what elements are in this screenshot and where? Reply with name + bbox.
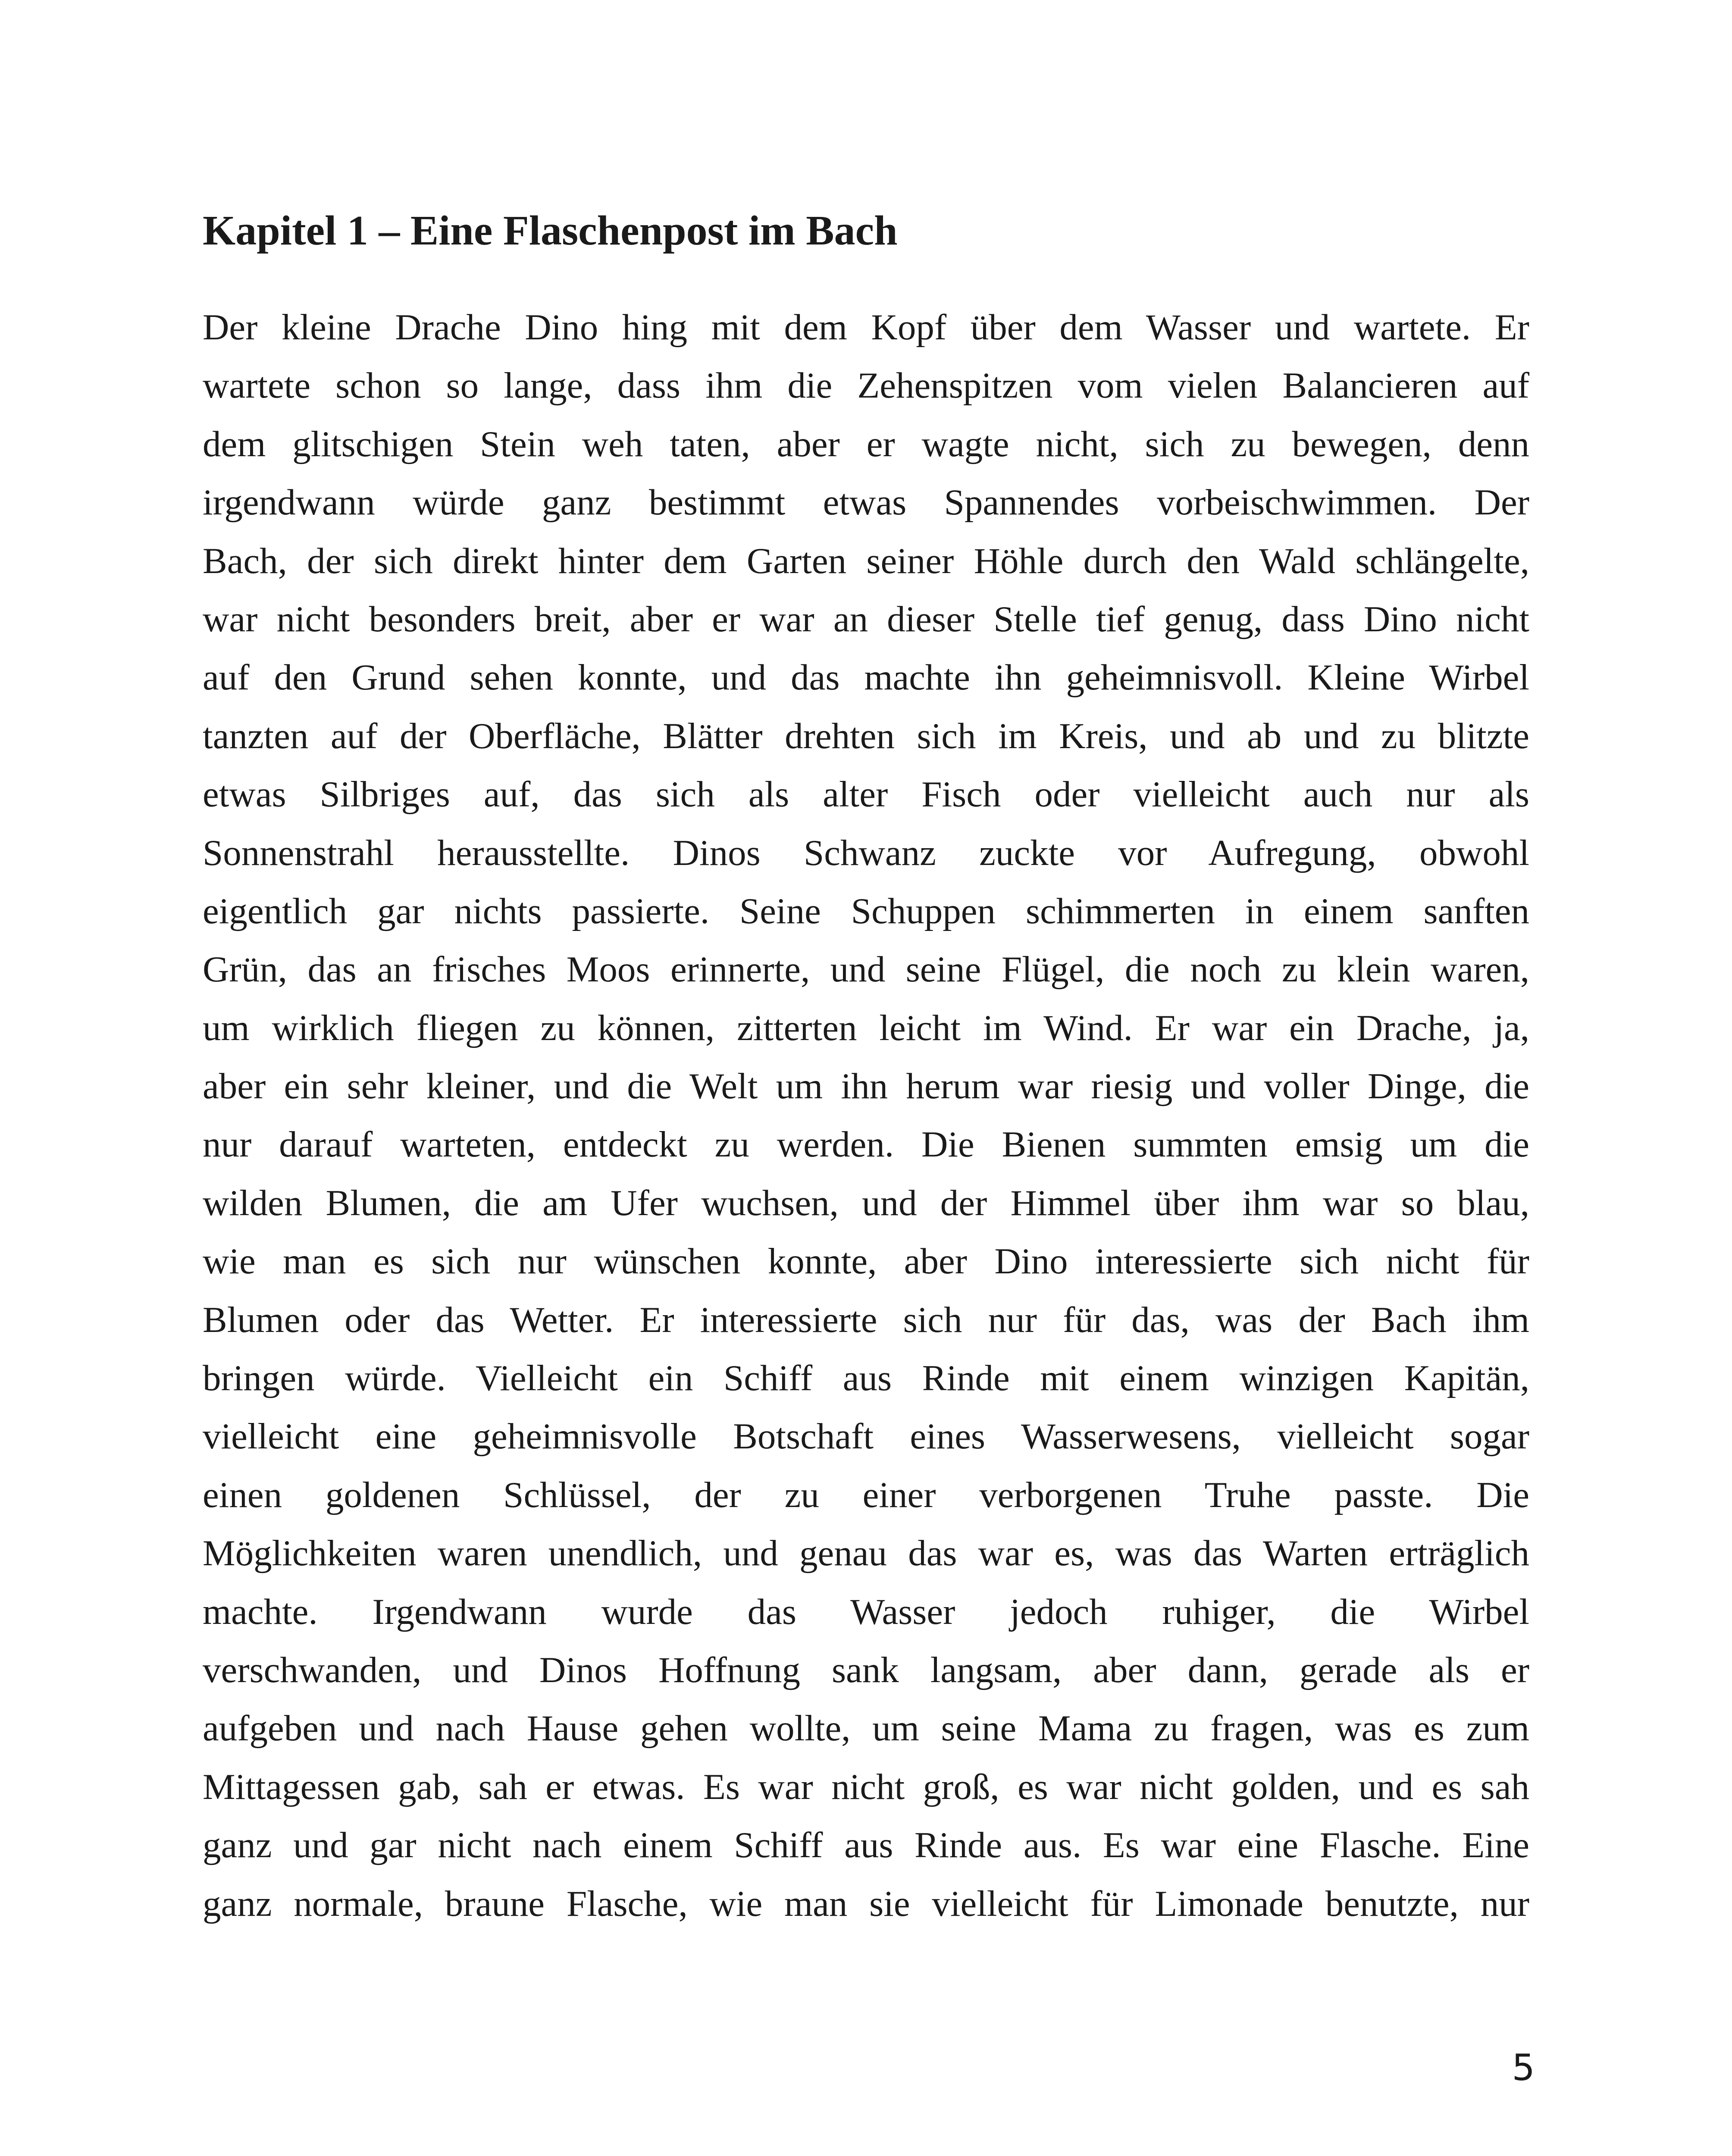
page-number: 5 [1512,2046,1535,2089]
text-line: Sonnenstrahl herausstellte. Dinos Schwanz zuckte vor Aufregung, obwohl [203,832,1529,873]
text-line: tanzten auf der Oberfläche, Blätter drehten sich im Kreis, und ab und zu blitzte [203,715,1529,756]
text-line: verschwanden, und Dinos Hoffnung sank langsam, aber dann, gerade als er [203,1649,1529,1690]
text-line: Blumen oder das Wetter. Er interessierte sich nur für das, was der Bach ihm [203,1299,1529,1340]
text-line: machte. Irgendwann wurde das Wasser jedoch ruhiger, die Wirbel [203,1591,1529,1632]
text-line: Grün, das an frisches Moos erinnerte, und seine Flügel, die noch zu klein waren, [203,949,1529,990]
text-line: Bach, der sich direkt hinter dem Garten seiner Höhle durch den Wald schlängelte, [203,540,1529,581]
text-line: vielleicht eine geheimnisvolle Botschaft eines Wasserwesens, vielleicht sogar [203,1416,1529,1457]
text-line: aufgeben und nach Hause gehen wollte, um seine Mama zu fragen, was es zum [203,1708,1529,1749]
text-line: um wirklich fliegen zu können, zitterten leicht im Wind. Er war ein Drache, ja, [203,1007,1529,1048]
body-paragraph [203,298,1529,1933]
text-line: ganz normale, braune Flasche, wie man sie vielleicht für Limonade benutzte, nur [203,1883,1529,1924]
text-line: aber ein sehr kleiner, und die Welt um ihn herum war riesig und voller Dinge, die [203,1066,1529,1107]
text-line: bringen würde. Vielleicht ein Schiff aus Rinde mit einem winzigen Kapitän, [203,1358,1529,1399]
text-line: Möglichkeiten waren unendlich, und genau das war es, was das Warten erträglich [203,1533,1529,1574]
text-line: irgendwann würde ganz bestimmt etwas Spannendes vorbeischwimmen. Der [203,482,1529,523]
text-line: wartete schon so lange, dass ihm die Zehenspitzen vom vielen Balancieren auf [203,365,1529,406]
text-line: einen goldenen Schlüssel, der zu einer verborgenen Truhe passte. Die [203,1474,1529,1515]
text-line: ganz und gar nicht nach einem Schiff aus Rinde aus. Es war eine Flasche. Eine [203,1825,1529,1866]
text-line: wie man es sich nur wünschen konnte, aber Dino interessierte sich nicht für [203,1241,1529,1282]
chapter-title: Kapitel 1 – Eine Flaschenpost im Bach [203,207,898,254]
text-line: Der kleine Drache Dino hing mit dem Kopf über dem Wasser und wartete. Er [203,307,1529,348]
text-line: auf den Grund sehen konnte, und das machte ihn geheimnisvoll. Kleine Wirbel [203,657,1529,698]
text-line: wilden Blumen, die am Ufer wuchsen, und der Himmel über ihm war so blau, [203,1182,1529,1223]
text-line: dem glitschigen Stein weh taten, aber er wagte nicht, sich zu bewegen, denn [203,423,1529,464]
text-line: eigentlich gar nichts passierte. Seine Schuppen schimmerten in einem sanften [203,890,1529,931]
text-line: war nicht besonders breit, aber er war an dieser Stelle tief genug, dass Dino nicht [203,599,1529,639]
text-line: Mittagessen gab, sah er etwas. Es war nicht groß, es war nicht golden, und es sah [203,1766,1529,1807]
text-line: etwas Silbriges auf, das sich als alter Fisch oder vielleicht auch nur als [203,774,1529,815]
text-line: nur darauf warteten, entdeckt zu werden. Die Bienen summten emsig um die [203,1124,1529,1165]
